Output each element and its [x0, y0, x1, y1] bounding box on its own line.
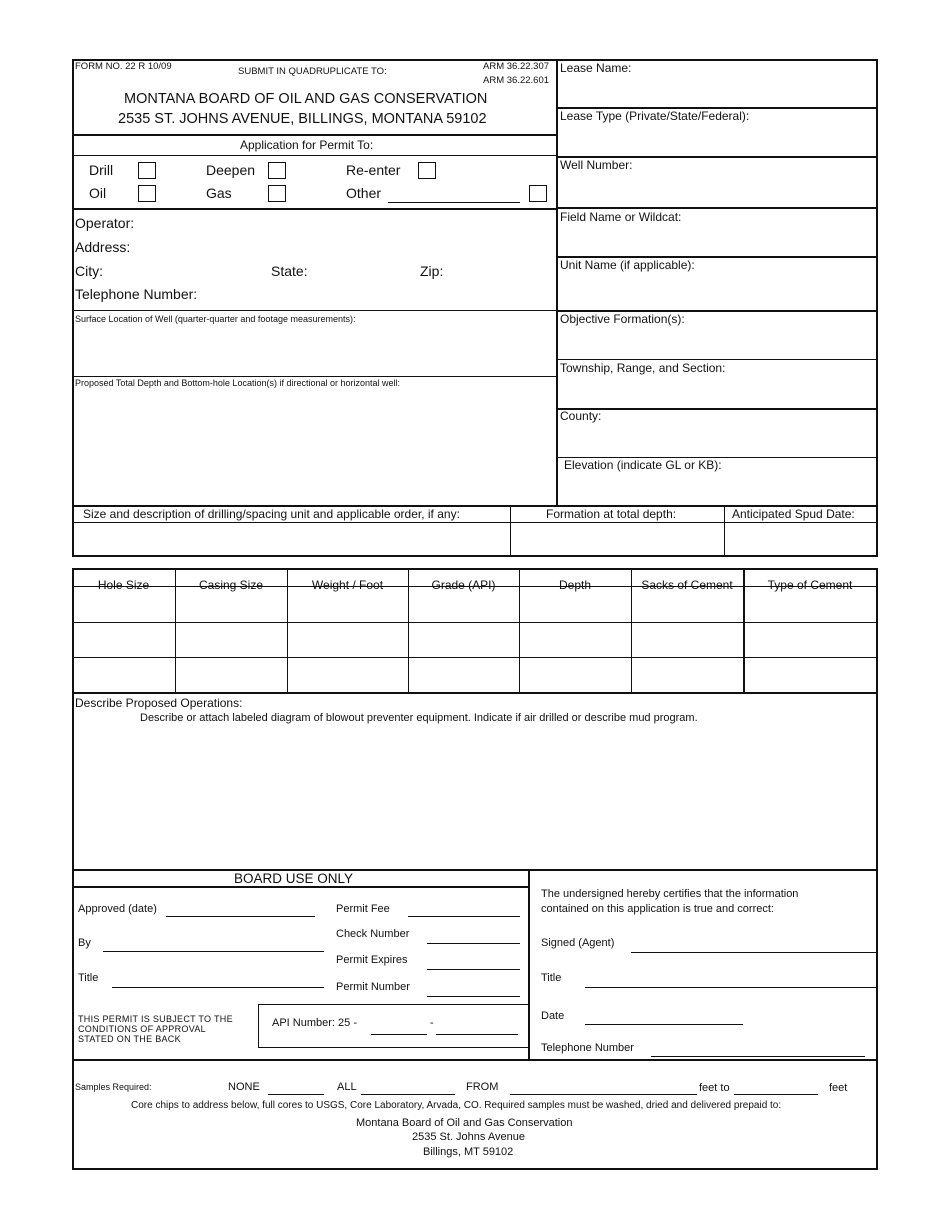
- spacing-vdiv-1: [510, 505, 511, 555]
- board-name: MONTANA BOARD OF OIL AND GAS CONSERVATION: [124, 91, 488, 107]
- frame-top: [72, 59, 878, 61]
- approved-date-label: Approved (date): [78, 903, 157, 915]
- lease-name-label: Lease Name:: [560, 61, 632, 75]
- spacing-header-divider: [72, 522, 878, 523]
- signed-agent-input[interactable]: [631, 937, 876, 953]
- certify-line-2: contained on this application is true and correct:: [541, 903, 774, 915]
- city-label: City:: [75, 263, 103, 279]
- header-divider: [72, 134, 557, 136]
- objective-formation-label: Objective Formation(s):: [560, 312, 685, 326]
- arm-ref-1: ARM 36.22.307: [483, 61, 550, 72]
- mail-address-3: Billings, MT 59102: [423, 1146, 514, 1158]
- gas-label: Gas: [206, 185, 232, 201]
- arm-ref-2: ARM 36.22.601: [483, 75, 550, 86]
- reenter-checkbox[interactable]: [418, 162, 436, 179]
- unit-name-label: Unit Name (if applicable):: [560, 258, 695, 272]
- other-label: Other: [346, 185, 382, 201]
- th-type: Type of Cement: [767, 578, 853, 592]
- board-use-title-line: [72, 886, 529, 888]
- lease-type-label: Lease Type (Private/State/Federal):: [560, 109, 750, 123]
- by-label: By: [78, 937, 91, 949]
- samples-from-label: FROM: [466, 1081, 499, 1093]
- permit-number-input[interactable]: [427, 981, 520, 997]
- api-number-input-2[interactable]: [436, 1020, 518, 1035]
- permit-fee-label: Permit Fee: [336, 903, 390, 915]
- spacing-vdiv-2: [724, 505, 725, 555]
- board-use-title: BOARD USE ONLY: [234, 871, 354, 886]
- operator-label: Operator:: [75, 215, 135, 231]
- rf-line-7: [556, 408, 878, 410]
- surface-location-label: Surface Location of Well (quarter-quarter and footage measurements):: [75, 314, 356, 324]
- application-for-label: Application for Permit To:: [240, 138, 374, 152]
- casing-top: [72, 568, 878, 570]
- certify-title-label: Title: [541, 972, 562, 984]
- rf-line-3: [556, 207, 878, 209]
- certify-telephone-label: Telephone Number: [541, 1042, 634, 1054]
- surface-divider: [72, 376, 557, 377]
- samples-feet-to-label: feet to: [699, 1082, 730, 1094]
- th-depth: Depth: [558, 578, 592, 592]
- samples-label: Samples Required:: [75, 1082, 152, 1092]
- form-number: FORM NO. 22 R 10/09: [75, 61, 172, 72]
- operations-bottom: [72, 869, 878, 871]
- th-sacks: Sacks of Cement: [641, 578, 733, 592]
- permit-expires-label: Permit Expires: [336, 954, 408, 966]
- certify-telephone-input[interactable]: [651, 1041, 865, 1057]
- samples-none-input[interactable]: [268, 1080, 324, 1095]
- casing-row-1: [72, 622, 878, 623]
- size-description-label: Size and description of drilling/spacing unit and applicable order, if any:: [83, 507, 460, 521]
- permit-expires-input[interactable]: [427, 954, 520, 970]
- frame-left: [72, 59, 74, 1169]
- board-bottom: [72, 1059, 878, 1061]
- column-divider: [556, 59, 558, 506]
- check-number-label: Check Number: [336, 928, 410, 940]
- frame-gap: [70, 557, 882, 568]
- frame-right: [876, 59, 878, 1169]
- subject-line-1: THIS PERMIT IS SUBJECT TO THE: [78, 1014, 233, 1024]
- casing-row-2: [72, 657, 878, 658]
- api-dash: -: [430, 1017, 434, 1029]
- application-divider: [72, 155, 557, 156]
- other-input[interactable]: [388, 186, 520, 203]
- certify-date-label: Date: [541, 1010, 565, 1022]
- oil-checkbox[interactable]: [138, 185, 156, 202]
- samples-to-input[interactable]: [734, 1080, 818, 1095]
- casing-bottom: [72, 692, 878, 694]
- th-hole-size: Hole Size: [97, 578, 150, 592]
- operations-subtitle: Describe or attach labeled diagram of blowout preventer equipment. Indicate if air drilled or describe mud program.: [140, 712, 698, 724]
- gas-checkbox[interactable]: [268, 185, 286, 202]
- board-title-label: Title: [78, 972, 99, 984]
- api-number-label: API Number: 25 -: [272, 1017, 357, 1029]
- check-number-input[interactable]: [427, 928, 520, 944]
- certify-line-1: The undersigned hereby certifies that the information: [541, 888, 799, 900]
- deepen-checkbox[interactable]: [268, 162, 286, 179]
- by-input[interactable]: [103, 936, 324, 952]
- spud-date-label: Anticipated Spud Date:: [732, 507, 855, 521]
- elevation-label: Elevation (indicate GL or KB):: [564, 458, 722, 472]
- permit-number-label: Permit Number: [336, 981, 410, 993]
- state-label: State:: [271, 263, 308, 279]
- board-title-input[interactable]: [112, 972, 324, 988]
- approved-date-input[interactable]: [166, 902, 315, 917]
- frame-bottom: [72, 1168, 878, 1170]
- county-label: County:: [560, 409, 602, 423]
- samples-from-input[interactable]: [510, 1080, 697, 1095]
- township-label: Township, Range, and Section:: [560, 361, 726, 375]
- telephone-label: Telephone Number:: [75, 286, 198, 302]
- samples-none-label: NONE: [228, 1081, 260, 1093]
- certify-date-input[interactable]: [585, 1009, 743, 1025]
- permit-fee-input[interactable]: [408, 902, 520, 917]
- other-checkbox[interactable]: [529, 185, 547, 202]
- operations-title: Describe Proposed Operations:: [75, 696, 243, 710]
- samples-all-label: ALL: [337, 1081, 357, 1093]
- formation-total-depth-label: Formation at total depth:: [546, 507, 677, 521]
- rf-line-6: [556, 359, 878, 360]
- zip-label: Zip:: [420, 263, 444, 279]
- deepen-label: Deepen: [206, 162, 256, 178]
- signed-agent-label: Signed (Agent): [541, 937, 615, 949]
- submit-note: SUBMIT IN QUADRUPLICATE TO:: [238, 66, 387, 77]
- samples-all-input[interactable]: [361, 1080, 455, 1095]
- bottom-hole-label: Proposed Total Depth and Bottom-hole Location(s) if directional or horizontal well:: [75, 378, 401, 388]
- certify-title-input[interactable]: [585, 972, 876, 988]
- board-address: 2535 ST. JOHNS AVENUE, BILLINGS, MONTANA 59102: [118, 111, 487, 127]
- field-name-label: Field Name or Wildcat:: [560, 210, 682, 224]
- api-number-input-1[interactable]: [371, 1020, 427, 1035]
- mail-address-2: 2535 St. Johns Avenue: [412, 1131, 525, 1143]
- permit-types-divider: [72, 208, 557, 210]
- drill-label: Drill: [89, 162, 114, 178]
- drill-checkbox[interactable]: [138, 162, 156, 179]
- samples-feet-label: feet: [829, 1082, 848, 1094]
- mail-address-1: Montana Board of Oil and Gas Conservation: [356, 1117, 573, 1129]
- th-grade: Grade (API): [431, 578, 496, 592]
- th-weight-foot: Weight / Foot: [311, 578, 384, 592]
- oil-label: Oil: [89, 185, 107, 201]
- operator-divider: [72, 310, 557, 311]
- th-casing-size: Casing Size: [198, 578, 264, 592]
- address-label: Address:: [75, 239, 131, 255]
- subject-line-2: CONDITIONS OF APPROVAL: [78, 1024, 206, 1034]
- core-chips-text: Core chips to address below, full cores to USGS, Core Laboratory, Arvada, CO. Required samples must be washed, dried and delivered prepaid to:: [131, 1100, 782, 1111]
- subject-line-3: STATED ON THE BACK: [78, 1034, 181, 1044]
- well-number-label: Well Number:: [560, 158, 633, 172]
- reenter-label: Re-enter: [346, 162, 401, 178]
